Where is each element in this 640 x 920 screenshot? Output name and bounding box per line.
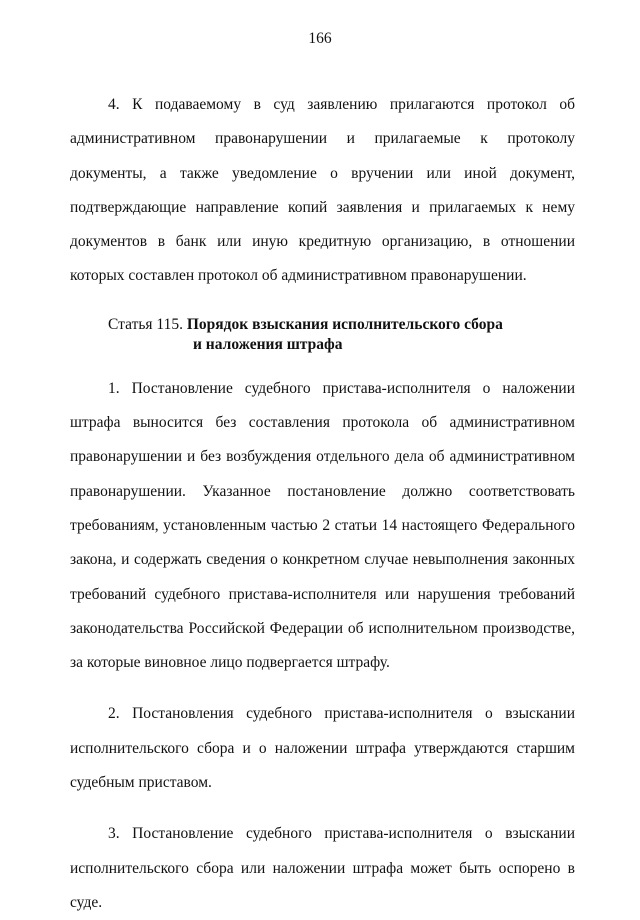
article-number: Статья 115.: [108, 315, 183, 333]
article-title-line2: и наложения штрафа: [193, 335, 343, 353]
article-heading: [70, 315, 575, 355]
paragraph-3: 3. Постановление судебного пристава-исполнителя о взыскании исполнительского сбора или наложении штрафа может быть оспорено в суде.: [70, 825, 575, 911]
paragraph-4: 4. К подаваемому в суд заявлению прилагаются протокол об административном правонарушении и прилагаемые к протоколу документы, а также уведомление о вручении или иной документ, подтверждающие направление копий заявления и прилагаемых к нему документов в банк или иную кредитную организацию, в отношении которых составлен протокол об административном правонарушении.: [70, 96, 575, 285]
paragraph-1: 1. Постановление судебного пристава-исполнителя о наложении штрафа выносится без составления протокола об административном правонарушении и без возбуждения отдельного дела об административном правонарушении. Указанное постановление должно соответствовать требованиям, установленным частью 2 статьи 14 настоящего Федерального закона, и содержать сведения о конкретном случае невыполнения законных требований судебного пристава-исполнителя или нарушения требований законодательства Российской Федерации об исполнительном производстве, за которые виновное лицо подвергается штрафу.: [70, 379, 575, 672]
document-body: [70, 88, 575, 920]
paragraph-2: 2. Постановления судебного пристава-исполнителя о взыскании исполнительского сбора и о наложении штрафа утверждаются старшим судебным приставом.: [70, 705, 575, 792]
article-title-line1: Порядок взыскания исполнительского сбора: [186, 315, 503, 333]
page-number: 166: [308, 30, 332, 47]
